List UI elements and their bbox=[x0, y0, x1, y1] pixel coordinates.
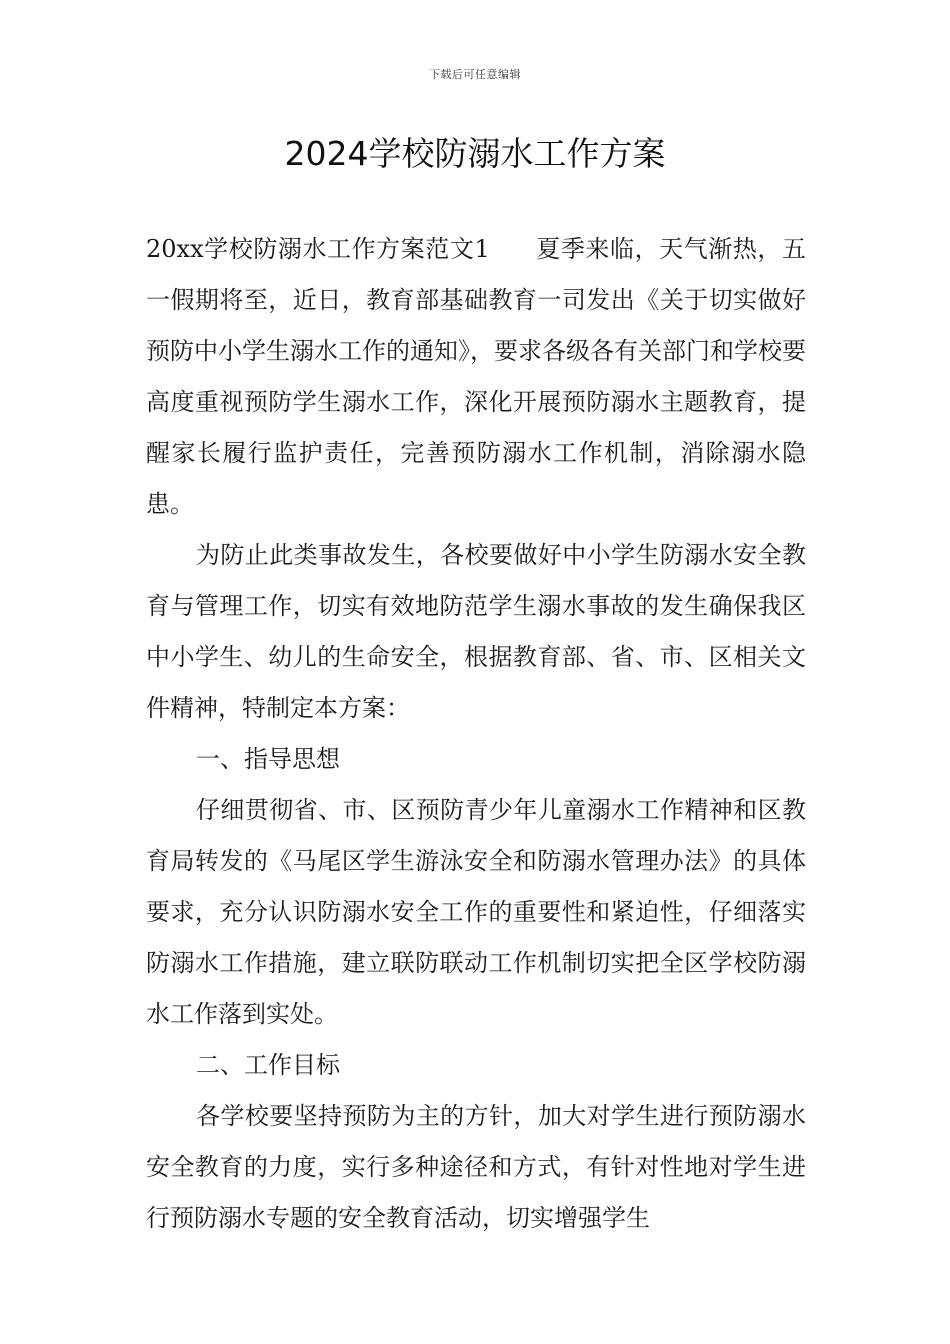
paragraph-intro bbox=[146, 224, 806, 530]
document-title: 2024学校防溺水工作方案 bbox=[284, 134, 666, 173]
paragraph-text: 夏季来临，天气渐热，五一假期将至，近日，教育部基础教育一司发出《关于切实做好预防中小学生溺水工作的通知》，要求各级各有关部门和学校要高度重视预防学生溺水工作，深化开展预防溺水主题教育，提醒家长履行监护责任，完善预防溺水工作机制，消除溺水隐患。 bbox=[146, 235, 806, 518]
lead-text: 20xx学校防溺水工作方案范文1 bbox=[146, 235, 490, 263]
paragraph: 仔细贯彻省、市、区预防青少年儿童溺水工作精神和区教育局转发的《马尾区学生游泳安全和防溺水管理办法》的具体要求，充分认识防溺水安全工作的重要性和紧迫性，仔细落实防溺水工作措施，建立联防联动工作机制切实把全区学校防溺水工作落到实处。 bbox=[146, 796, 806, 1028]
paragraph: 为防止此类事故发生，各校要做好中小学生防溺水安全教育与管理工作，切实有效地防范学生溺水事故的发生确保我区中小学生、幼儿的生命安全，根据教育部、省、市、区相关文件精神，特制定本方案： bbox=[146, 541, 806, 722]
document-body bbox=[146, 224, 806, 1244]
section-heading: 二、工作目标 bbox=[196, 1051, 340, 1079]
paragraph: 各学校要坚持预防为主的方针，加大对学生进行预防溺水安全教育的力度，实行多种途径和方式，有针对性地对学生进行预防溺水专题的安全教育活动，切实增强学生 bbox=[146, 1102, 806, 1232]
header-note: 下载后可任意编辑 bbox=[429, 68, 521, 81]
section-heading: 一、指导思想 bbox=[196, 745, 340, 773]
